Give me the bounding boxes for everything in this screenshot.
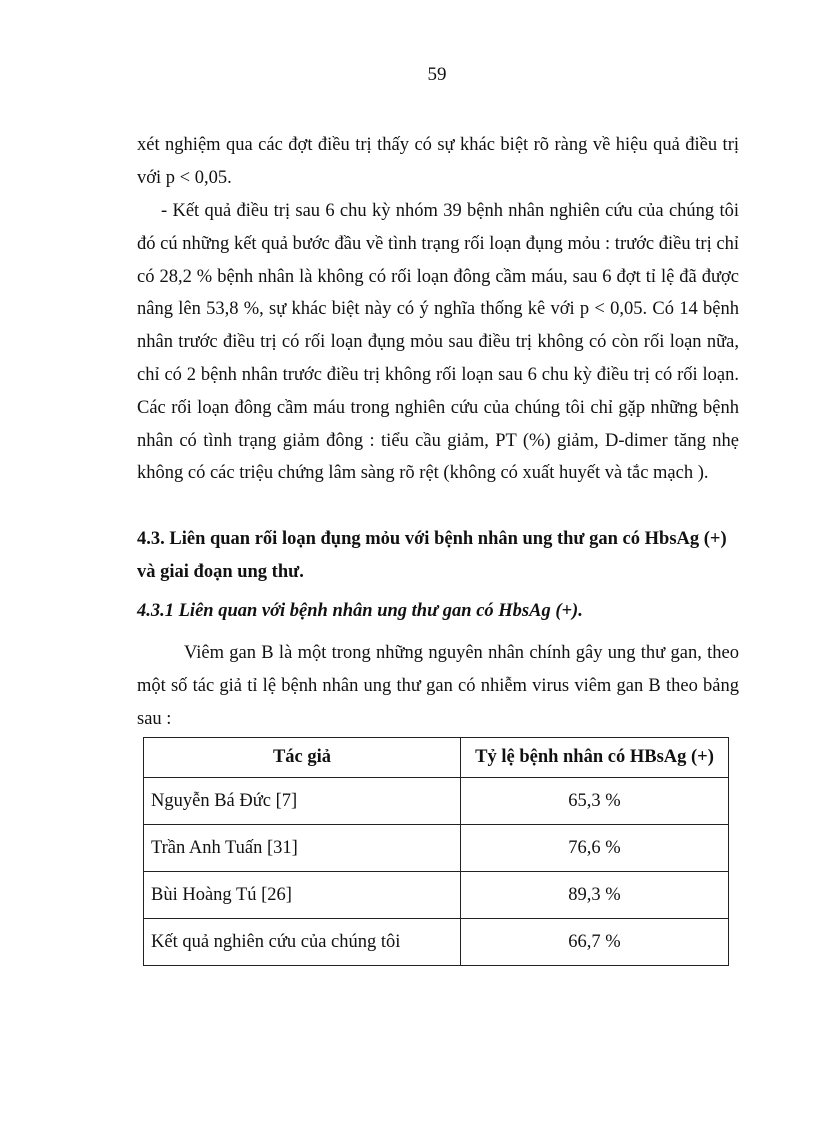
header-rate: Tỷ lệ bệnh nhân có HBsAg (+) [461, 738, 729, 778]
table-cell-rate: 65,3 % [461, 778, 729, 825]
table-cell-rate: 76,6 % [461, 825, 729, 872]
table-header-row [144, 738, 729, 778]
section-heading-4-3: 4.3. Liên quan rối loạn đụng mỏu với bệnh nhân ung thư gan có HbsAg (+) và giai đoạn ung thư. [137, 529, 727, 582]
table-row [144, 778, 729, 825]
paragraph-p-value: xét nghiệm qua các đợt điều trị thấy có sự khác biệt rõ ràng về hiệu quả điều trị với p < 0,05. [137, 135, 739, 188]
table-cell-rate: 66,7 % [461, 919, 729, 966]
page-number: 59 [427, 64, 447, 85]
hbsag-rate-table [143, 737, 729, 966]
table-cell-author: Kết quả nghiên cứu của chúng tôi [144, 919, 461, 966]
paragraph-hepatitis-b: Viêm gan B là một trong những nguyên nhân chính gây ung thư gan, theo một số tác giả tỉ lệ bệnh nhân ung thư gan có nhiễm virus viêm gan B theo bảng sau : [137, 643, 739, 729]
subsection-heading-4-3-1: 4.3.1 Liên quan với bệnh nhân ung thư gan có HbsAg (+). [137, 601, 583, 621]
table-row [144, 825, 729, 872]
table-row [144, 872, 729, 919]
table-cell-author: Bùi Hoàng Tú [26] [144, 872, 461, 919]
paragraph-treatment-results: - Kết quả điều trị sau 6 chu kỳ nhóm 39 bệnh nhân nghiên cứu của chúng tôi đó cú những kết quả bước đầu về tình trạng rối loạn đụng mỏu : trước điều trị chỉ có 28,2 % bệnh nhân là không có rối loạn đông cầm máu, sau 6 đợt tỉ lệ đã được nâng lên 53,8 %, sự khác biệt này có ý nghĩa thống kê với p < 0,05. Có 14 bệnh nhân trước điều trị có rối loạn đụng mỏu sau điều trị không có còn rối loạn nữa, chỉ có 2 bệnh nhân trước điều trị không rối loạn sau 6 chu kỳ điều trị có rối loạn. Các rối loạn đông cầm máu trong nghiên cứu của chúng tôi chỉ gặp những bệnh nhân có tình trạng giảm đông : tiểu cầu giảm, PT (%) giảm, D-dimer tăng nhẹ không có các triệu chứng lâm sàng rõ rệt (không có xuất huyết và tắc mạch ). [137, 201, 739, 484]
table-cell-author: Nguyễn Bá Đức [7] [144, 778, 461, 825]
table-cell-rate: 89,3 % [461, 872, 729, 919]
header-author: Tác giả [144, 738, 461, 778]
table-cell-author: Trần Anh Tuấn [31] [144, 825, 461, 872]
table-row [144, 919, 729, 966]
